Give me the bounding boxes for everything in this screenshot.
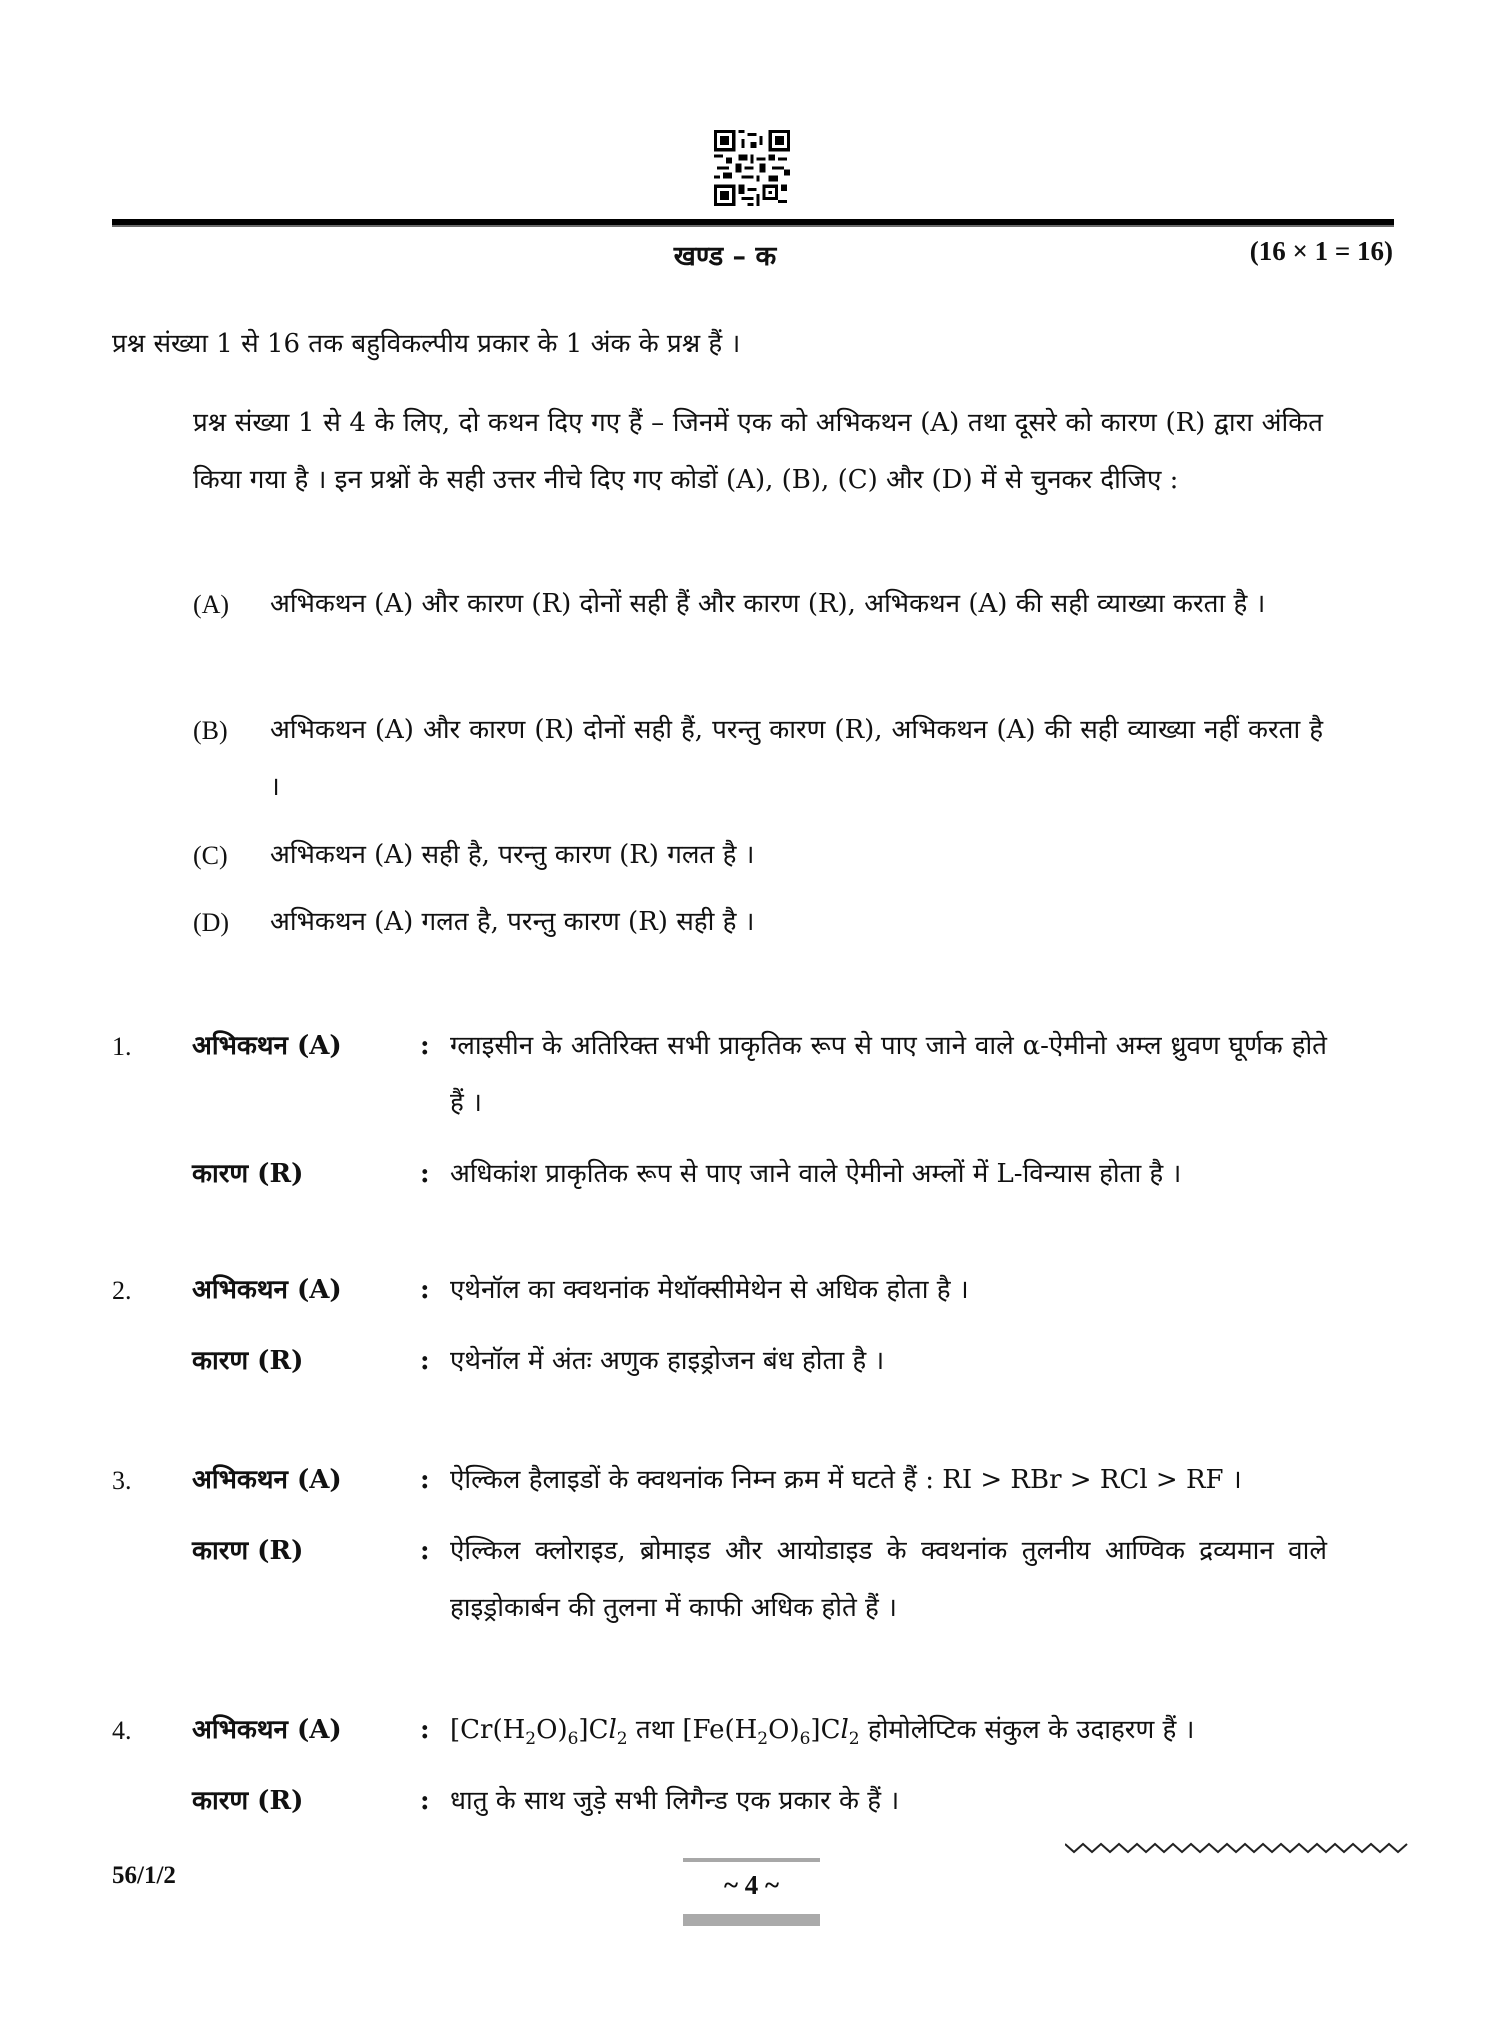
assertion-text: ऐल्किल हैलाइडों के क्वथनांक निम्न क्रम में घटते हैं : RI > RBr > RCl > RF ।	[450, 1465, 1242, 1495]
assertion-label: अभिकथन (A)	[192, 1715, 342, 1745]
section-marks: (16 × 1 = 16)	[1249, 236, 1393, 266]
option-text: अभिकथन (A) सही है, परन्तु कारण (R) गलत है ।	[270, 840, 755, 870]
reason-label: कारण (R)	[192, 1536, 304, 1566]
option-label: (D)	[193, 908, 230, 937]
assertion-row	[112, 1452, 1327, 1509]
question-number: 3.	[112, 1466, 132, 1495]
option-b	[193, 702, 1323, 816]
colon: :	[420, 1031, 430, 1061]
paper-code: 56/1/2	[112, 1862, 176, 1889]
colon: :	[420, 1786, 430, 1816]
assertion-label: अभिकथन (A)	[192, 1275, 342, 1305]
page-box-top-bar	[683, 1858, 820, 1862]
option-label: (B)	[193, 716, 228, 745]
instructions-text: प्रश्न संख्या 1 से 4 के लिए, दो कथन दिए गए हैं – जिनमें एक को अभिकथन (A) तथा दूसरे को कारण (R) द्वारा अंकित किया गया है । इन प्रश्नों के सही उत्तर नीचे दिए गए कोडों (A), (B), (C) और (D) में से चुनकर दीजिए :	[193, 408, 1323, 495]
option-text: अभिकथन (A) और कारण (R) दोनों सही हैं और कारण (R), अभिकथन (A) की सही व्याख्या करता है ।	[270, 589, 1266, 619]
header-rule	[112, 219, 1394, 225]
question-3	[112, 1452, 1327, 1637]
reason-text: ऐल्किल क्लोराइड, ब्रोमाइड और आयोडाइड के क्वथनांक तुलनीय आण्विक द्रव्यमान वाले हाइड्रोकार्बन की तुलना में काफी अधिक होते हैं ।	[450, 1536, 1327, 1623]
reason-row	[112, 1523, 1327, 1637]
colon: :	[420, 1715, 430, 1745]
assertion-row	[112, 1018, 1327, 1132]
option-label: (C)	[193, 841, 228, 870]
assertion-row	[112, 1702, 1327, 1759]
reason-text: धातु के साथ जुड़े सभी लिगैन्ड एक प्रकार के हैं ।	[450, 1786, 900, 1816]
question-number: 4.	[112, 1716, 132, 1745]
colon: :	[420, 1275, 430, 1305]
reason-row	[112, 1333, 1327, 1390]
option-label: (A)	[193, 590, 230, 619]
assertion-text: $[Cr(H_2O)_6]Cl_2$ तथा $[Fe(H_2O)_6]Cl_2$ होमोलेप्टिक संकुल के उदाहरण हैं ।	[450, 1715, 1195, 1749]
reason-row	[112, 1146, 1327, 1203]
colon: :	[420, 1536, 430, 1566]
page-box-bottom-bar	[683, 1914, 820, 1926]
question-2	[112, 1262, 1327, 1390]
option-c	[193, 827, 1323, 884]
assertion-row	[112, 1262, 1327, 1319]
reason-label: कारण (R)	[192, 1159, 304, 1189]
reason-text: अधिकांश प्राकृतिक रूप से पाए जाने वाले ऐमीनो अम्लों में L-विन्यास होता है ।	[450, 1159, 1182, 1189]
assertion-label: अभिकथन (A)	[192, 1465, 342, 1495]
colon: :	[420, 1159, 430, 1189]
question-number: 1.	[112, 1032, 132, 1061]
colon: :	[420, 1465, 430, 1495]
option-text: अभिकथन (A) और कारण (R) दोनों सही हैं, परन्तु कारण (R), अभिकथन (A) की सही व्याख्या नहीं करता है ।	[270, 715, 1323, 802]
question-4	[112, 1702, 1327, 1830]
page-number: ~ 4 ~	[723, 1870, 780, 1900]
reason-row	[112, 1773, 1327, 1830]
reason-label: कारण (R)	[192, 1346, 304, 1376]
reason-label: कारण (R)	[192, 1786, 304, 1816]
assertion-text: एथेनॉल का क्वथनांक मेथॉक्सीमेथेन से अधिक होता है ।	[450, 1275, 969, 1305]
option-text: अभिकथन (A) गलत है, परन्तु कारण (R) सही है ।	[270, 907, 755, 937]
question-1	[112, 1018, 1327, 1203]
option-a	[193, 576, 1323, 633]
section-title: खण्ड – क	[673, 241, 777, 272]
colon: :	[420, 1346, 430, 1376]
assertion-label: अभिकथन (A)	[192, 1031, 342, 1061]
qr-code-icon	[714, 130, 790, 206]
question-number: 2.	[112, 1276, 132, 1305]
intro-text: प्रश्न संख्या 1 से 16 तक बहुविकल्पीय प्रकार के 1 अंक के प्रश्न हैं ।	[112, 329, 741, 359]
option-d	[193, 894, 1323, 951]
assertion-text: ग्लाइसीन के अतिरिक्त सभी प्राकृतिक रूप से पाए जाने वाले α-ऐमीनो अम्ल ध्रुवण घूर्णक होते हैं ।	[450, 1031, 1327, 1118]
page-number-box	[683, 1858, 820, 1930]
reason-text: एथेनॉल में अंतः अणुक हाइड्रोजन बंध होता है ।	[450, 1346, 885, 1376]
zigzag-divider-icon	[1065, 1838, 1410, 1858]
